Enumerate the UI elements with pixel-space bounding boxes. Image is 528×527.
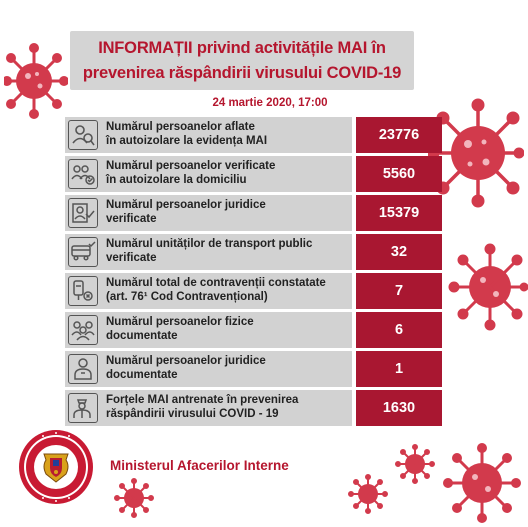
bus-checked-icon xyxy=(68,237,98,267)
row-value: 1 xyxy=(356,351,442,387)
row-value: 7 xyxy=(356,273,442,309)
row-label-line-1: Numărul persoanelor fizice xyxy=(106,316,254,328)
row-label-cell xyxy=(65,351,352,387)
stat-row-public-transport-checked xyxy=(65,234,442,270)
stat-row-individuals-documented xyxy=(65,312,442,348)
ministry-emblem-logo xyxy=(17,428,95,511)
stat-row-home-isolation-checked xyxy=(65,156,442,192)
virus-icon-top-left xyxy=(4,36,68,126)
virus-icon-right-large xyxy=(428,98,524,208)
virus-icon-bottom-center xyxy=(395,444,435,484)
row-label-line-2: documentate xyxy=(106,330,178,342)
row-label-cell xyxy=(65,312,352,348)
virus-icon-bottom-small-left xyxy=(114,478,154,518)
row-label-line-1: Numărul unităților de transport public xyxy=(106,238,313,250)
row-label-cell xyxy=(65,273,352,309)
stat-row-self-isolation-records xyxy=(65,117,442,153)
row-value: 23776 xyxy=(356,117,442,153)
row-label-line-2: verificate xyxy=(106,213,157,225)
document-fine-icon xyxy=(68,276,98,306)
person-checked-icon xyxy=(68,198,98,228)
row-value: 15379 xyxy=(356,195,442,231)
row-label-line-2: verificate xyxy=(106,252,157,264)
row-label-line-2: documentate xyxy=(106,369,178,381)
title-line-2: prevenirea răspândirii virusului COVID-19 xyxy=(82,64,402,82)
row-label-line-1: Numărul persoanelor aflate xyxy=(106,121,255,133)
group-checked-icon xyxy=(68,159,98,189)
title-line-1: INFORMAȚII privind activitățile MAI în xyxy=(98,39,386,57)
virus-icon-bottom-right-large xyxy=(443,443,521,523)
report-date: 24 martie 2020, 17:00 xyxy=(212,97,328,109)
virus-icon-right-medium xyxy=(448,242,528,332)
row-label-line-1: Numărul persoanelor juridice xyxy=(106,199,266,211)
row-label-cell xyxy=(65,234,352,270)
row-value: 32 xyxy=(356,234,442,270)
ministry-name: Ministerul Afacerilor Interne xyxy=(110,458,289,473)
row-label-line-2: răspândirii virusului COVID - 19 xyxy=(106,408,279,420)
search-person-icon xyxy=(68,120,98,150)
officers-icon xyxy=(68,393,98,423)
title-box xyxy=(70,31,414,90)
row-label-cell xyxy=(65,390,352,426)
row-value: 1630 xyxy=(356,390,442,426)
row-label-cell xyxy=(65,195,352,231)
row-label-line-2: (art. 76¹ Cod Contravențional) xyxy=(106,291,268,303)
row-label-cell xyxy=(65,156,352,192)
person-document-icon xyxy=(68,354,98,384)
group-people-icon xyxy=(68,315,98,345)
stat-row-legal-entities-checked xyxy=(65,195,442,231)
row-value: 6 xyxy=(356,312,442,348)
row-label-line-1: Numărul total de contravenții constatate xyxy=(106,277,326,289)
row-label-line-1: Forțele MAI antrenate în prevenirea xyxy=(106,394,299,406)
stat-row-legal-entities-documented xyxy=(65,351,442,387)
row-label-cell xyxy=(65,117,352,153)
row-value: 5560 xyxy=(356,156,442,192)
row-label-line-2: în autoizolare la evidența MAI xyxy=(106,135,268,147)
stat-row-mai-forces xyxy=(65,390,442,426)
stat-row-contraventions xyxy=(65,273,442,309)
row-label-line-1: Numărul persoanelor verificate xyxy=(106,160,276,172)
row-label-line-1: Numărul persoanelor juridice xyxy=(106,355,266,367)
row-label-line-2: în autoizolare la domiciliu xyxy=(106,174,247,186)
virus-icon-bottom-small-right xyxy=(348,474,388,514)
